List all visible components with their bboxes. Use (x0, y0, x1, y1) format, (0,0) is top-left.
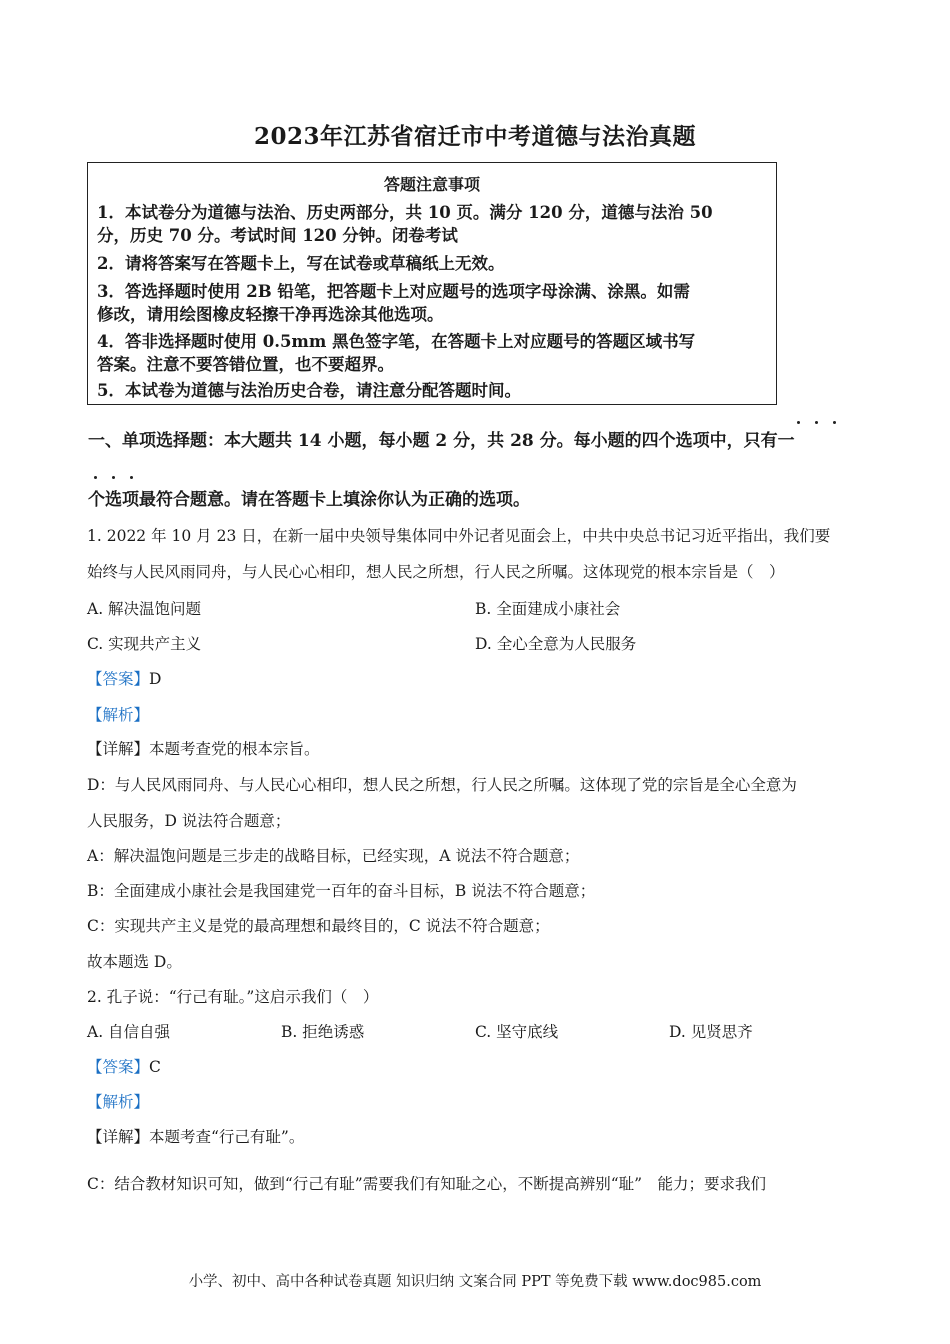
q2-stem: 2. 孔子说：“行己有耻。”这启示我们（ ） (87, 988, 379, 1006)
q1-explain: 故本题选 D。 (87, 953, 182, 971)
q1-option-a: A. 解决温饱问题 (87, 600, 202, 618)
notice-line: 2．请将答案写在答题卡上，写在试卷或草稿纸上无效。 (97, 254, 505, 273)
notice-title: 答题注意事项 (383, 175, 480, 194)
answer-value: D (149, 670, 162, 688)
emphasis-dot (94, 476, 97, 479)
answer-label: 【答案】 (87, 670, 150, 688)
notice-line: 分，历史 70 分。考试时间 120 分钟。闭卷考试 (97, 226, 458, 245)
q1-explain: B：全面建成小康社会是我国建党一百年的奋斗目标，B 说法不符合题意； (87, 882, 596, 900)
emphasis-dot (130, 476, 133, 479)
q1-explain: D：与人民风雨同舟、与人民心心相印，想人民之所想，行人民之所嘱。这体现了党的宗旨是全心全意为 (87, 776, 797, 794)
notice-line: 3．答选择题时使用 2B 铅笔，把答题卡上对应题号的选项字母涂满、涂黑。如需 (97, 282, 690, 301)
notice-line: 修改，请用绘图橡皮轻擦干净再选涂其他选项。 (97, 305, 444, 324)
page-footer: 小学、初中、高中各种试卷真题 知识归纳 文案合同 PPT 等免费下载 www.doc985.com (188, 1274, 762, 1290)
page-title: 2023年江苏省宿迁市中考道德与法治真题 (253, 123, 696, 150)
q2-option-a: A. 自信自强 (87, 1023, 171, 1041)
q2-explain: C：结合教材知识可知，做到“行己有耻”需要我们有知耻之心，不断提高辨别“耻” 能力；要求我们 (87, 1175, 767, 1193)
q2-option-c: C. 坚守底线 (475, 1023, 559, 1041)
emphasis-dot (797, 421, 800, 424)
q2-analysis-label: 【解析】 (87, 1093, 150, 1111)
notice-line: 4．答非选择题时使用 0.5mm 黑色签字笔，在答题卡上对应题号的答题区域书写 (97, 332, 696, 351)
q2-option-b: B. 拒绝诱惑 (281, 1023, 365, 1041)
answer-value: C (149, 1058, 161, 1076)
emphasis-dot (815, 421, 818, 424)
q2-detail: 【详解】本题考查“行己有耻”。 (87, 1128, 305, 1146)
q1-option-d: D. 全心全意为人民服务 (475, 635, 637, 653)
q2-answer (87, 1055, 161, 1077)
q1-detail: 【详解】本题考查党的根本宗旨。 (87, 740, 320, 758)
q1-explain: C：实现共产主义是党的最高理想和最终目的，C 说法不符合题意； (87, 917, 550, 935)
section-heading: 一、单项选择题：本大题共 14 小题，每小题 2 分，共 28 分。每小题的四个选项中，只有一 (88, 431, 795, 451)
q1-answer (87, 667, 161, 689)
q1-option-c: C. 实现共产主义 (87, 635, 202, 653)
section-heading-cont: 个选项最符合题意。请在答题卡上填涂你认为正确的选项。 (88, 490, 530, 510)
q1-analysis-label: 【解析】 (87, 706, 150, 724)
notice-line: 答案。注意不要答错位置，也不要超界。 (97, 355, 394, 374)
q1-explain: 人民服务，D 说法符合题意； (87, 812, 291, 830)
notice-line: 5．本试卷为道德与法治历史合卷，请注意分配答题时间。 (97, 381, 521, 400)
q1-stem: 始终与人民风雨同舟，与人民心心相印，想人民之所想，行人民之所嘱。这体现党的根本宗旨是（ ） (87, 563, 785, 581)
answer-label: 【答案】 (87, 1058, 150, 1076)
emphasis-dot (112, 476, 115, 479)
q1-option-b: B. 全面建成小康社会 (475, 600, 621, 618)
q1-stem: 1. 2022 年 10 月 23 日，在新一届中央领导集体同中外记者见面会上，中共中央总书记习近平指出，我们要 (87, 527, 831, 545)
q1-explain: A：解决温饱问题是三步走的战略目标，已经实现，A 说法不符合题意； (87, 847, 580, 865)
emphasis-dot (833, 421, 836, 424)
notice-line: 1．本试卷分为道德与法治、历史两部分，共 10 页。满分 120 分，道德与法治 50 (97, 203, 713, 222)
q2-option-d: D. 见贤思齐 (669, 1023, 753, 1041)
